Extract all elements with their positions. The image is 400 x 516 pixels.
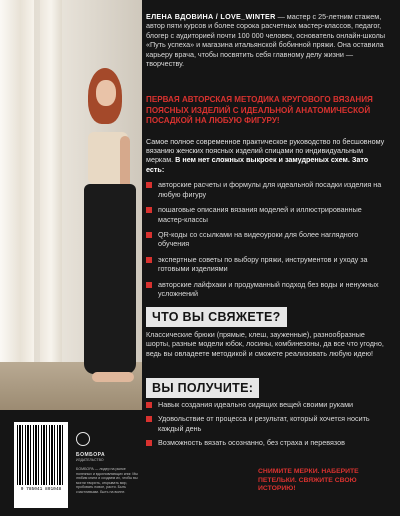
bullet-square-icon — [146, 282, 152, 288]
list-item: QR-коды со ссылками на видеоуроки для более наглядного обучения — [146, 230, 386, 249]
author-name: ЕЛЕНА ВДОВИНА — [146, 12, 214, 21]
bullet-square-icon — [146, 257, 152, 263]
bullet-square-icon — [146, 440, 152, 446]
author-handle: LOVE_WINTER — [220, 12, 276, 21]
author-bio: — мастер с 25-летним стажем, автор пяти курсов и более сорока расчетных мастер-классов, педагог, блогер с аудиторией почти 100 000 человек, основатель онлайн-школы «Путь успеха» и магазина итальянской бобинной пряжи. Она оставила карьеру врача, чтобы посвятить себя главному делу жизни — творчеству. — [146, 12, 385, 69]
lead-headline: ПЕРВАЯ АВТОРСКАЯ МЕТОДИКА КРУГОВОГО ВЯЗАНИЯ ПОЯСНЫХ ИЗДЕЛИЙ С ИДЕАЛЬНОЙ АНАТОМИЧЕСКОЙ ПОСАДКОЙ НА ЛЮБУЮ ФИГУРУ! — [146, 95, 373, 126]
publisher-name: БОМБОРА — [76, 452, 106, 458]
curtain-fold — [40, 0, 62, 410]
bullet-square-icon — [146, 182, 152, 188]
book-description — [146, 137, 386, 175]
model-feet — [92, 372, 134, 382]
list-item: экспертные советы по выбору пряжи, инструментов и уходу за готовыми изделиями — [146, 255, 386, 274]
author-intro — [146, 12, 386, 68]
description-bold: В нем нет сложных выкроек и замудреных схем. Зато есть: — [146, 155, 369, 174]
curtain — [0, 0, 34, 410]
list-item: Возможность вязать осознанно, без страха и перевязов — [146, 438, 384, 447]
section-title-you-get: ВЫ ПОЛУЧИТЕ: — [146, 378, 259, 398]
text-column — [146, 12, 386, 304]
benefits-list — [146, 400, 384, 453]
publisher-note: БОМБОРА — лидер на рынке полезных и вдохновляющих книг. Мы любим книги и создаем их, чтобы вы могли творить, открывать мир, пробовать новое, расти. Быть счастливыми. Быть на волне. — [76, 467, 138, 494]
barcode — [14, 422, 68, 508]
list-item: авторские расчеты и формулы для идеальной посадки изделия на любую фигуру — [146, 180, 386, 199]
cover-photo — [0, 0, 142, 410]
list-item: пошаговые описания вязания моделей и иллюстрированные мастер-классы — [146, 205, 386, 224]
call-to-action: СНИМИТЕ МЕРКИ. НАБЕРИТЕ ПЕТЕЛЬКИ. СВЯЖИТЕ СВОЮ ИСТОРИЮ! — [258, 468, 359, 493]
publisher-subtitle: ИЗДАТЕЛЬСТВО — [76, 458, 104, 462]
bullet-square-icon — [146, 207, 152, 213]
author-separator: / — [213, 12, 221, 21]
barcode-number: 9 785041 801048 — [20, 487, 62, 492]
features-list — [146, 180, 386, 298]
description-text: Самое полное современное практическое руководство по бесшовному вязанию женских поясных изделий спицами по индивидуальным меркам. — [146, 136, 385, 165]
bullet-square-icon — [146, 232, 152, 238]
publisher-logo-icon — [76, 432, 90, 446]
list-item: Удовольствие от процесса и результат, который хочется носить каждый день — [146, 414, 384, 433]
barcode-bars — [17, 425, 65, 485]
model-knit-skirt — [84, 184, 136, 374]
list-item: авторские лайфхаки и продуманный подход без воды и ненужных усложнений — [146, 280, 386, 299]
bullet-square-icon — [146, 402, 152, 408]
section-what-you-knit-text: Классические брюки (прямые, клеш, зауженные), разнообразные шорты, разные модели юбок, лосины, комбинезоны, да все что угодно, ведь вы овладеете методикой и сможете реализовать любую идею! — [146, 330, 384, 358]
list-item: Навык создания идеально сидящих вещей своими руками — [146, 400, 384, 409]
section-title-what-you-knit: ЧТО ВЫ СВЯЖЕТЕ? — [146, 307, 287, 327]
model-face — [96, 80, 116, 106]
bullet-square-icon — [146, 416, 152, 422]
